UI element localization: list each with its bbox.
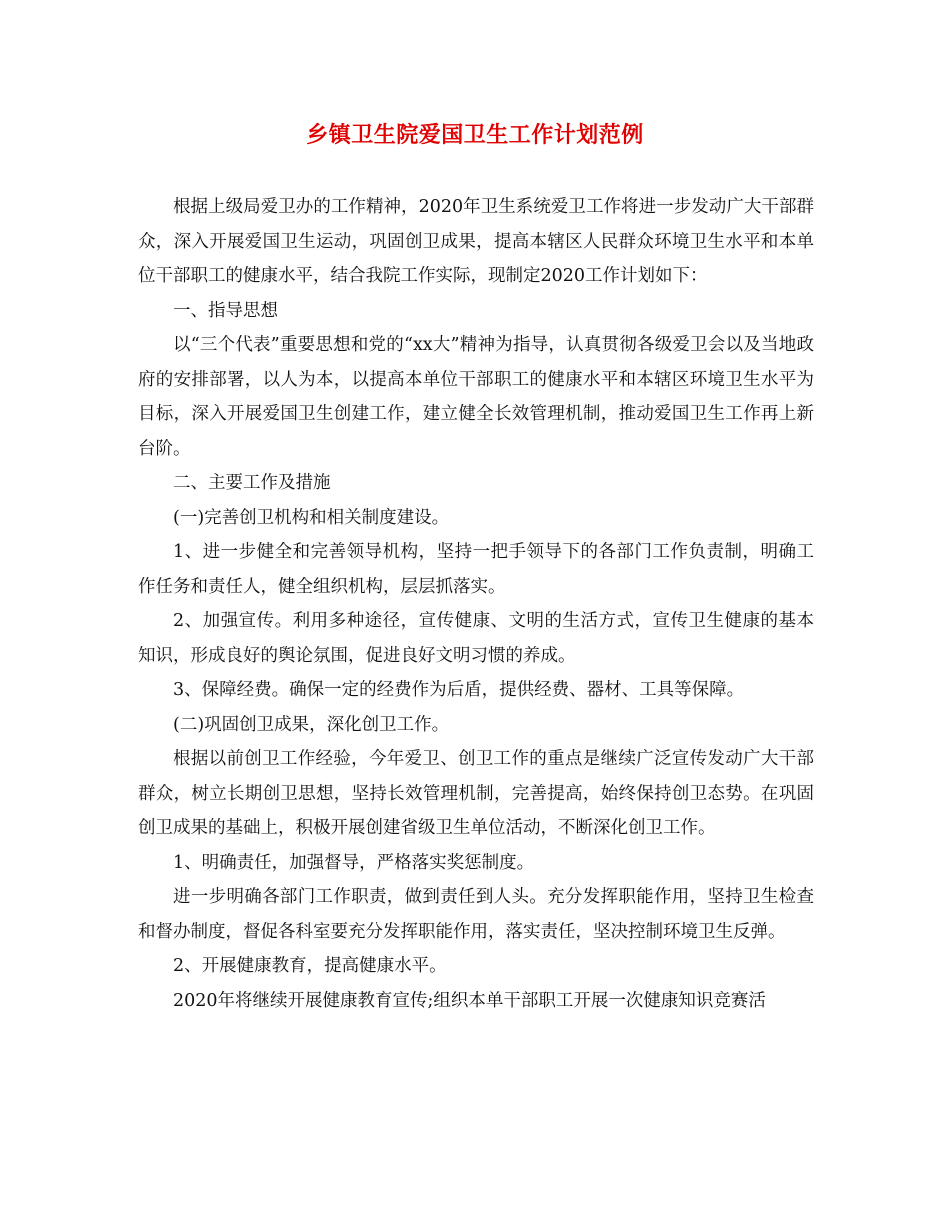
paragraph-guiding-ideology: 以“三个代表”重要思想和党的“xx大”精神为指导，认真贯彻各级爱卫会以及当地政府的安排部署，以人为本，以提高本单位干部职工的健康水平和本辖区环境卫生水平为目标，深入开展爱国卫生创建工作，建立健全长效管理机制，推动爱国卫生工作再上新台阶。: [138, 335, 814, 459]
paragraph-intro: 根据上级局爱卫办的工作精神，2020年卫生系统爱卫工作将进一步发动广大干部群众，深入开展爱国卫生运动，巩固创卫成果，提高本辖区人民群众环境卫生水平和本单位干部职工的健康水平，结合我院工作实际，现制定2020工作计划如下：: [138, 197, 814, 286]
paragraph-responsibility: 进一步明确各部门工作职责，做到责任到人头。充分发挥职能作用，坚持卫生检查和督办制度，督促各科室要充分发挥职能作用，落实责任，坚决控制环境卫生反弹。: [138, 887, 814, 942]
paragraph-item-5: 2、开展健康教育，提高健康水平。: [173, 956, 447, 976]
paragraph-item-4: 1、明确责任，加强督导，严格落实奖惩制度。: [173, 852, 535, 873]
paragraph-item-1: 1、进一步健全和完善领导机构，坚持一把手领导下的各部门工作负责制，明确工作任务和责任人，健全组织机构，层层抓落实。: [138, 542, 814, 597]
heading-guiding-ideology: 一、指导思想: [173, 300, 278, 321]
paragraph-consolidate: 根据以前创卫工作经验，今年爱卫、创卫工作的重点是继续广泛宣传发动广大干部群众，树立长期创卫思想，坚持长效管理机制，完善提高，始终保持创卫态势。在巩固创卫成果的基础上，积极开展创建省级卫生单位活动，不断深化创卫工作。: [138, 749, 814, 838]
paragraph-item-2: 2、加强宣传。利用多种途径，宣传健康、文明的生活方式，宣传卫生健康的基本知识，形成良好的舆论氛围，促进良好文明习惯的养成。: [138, 611, 814, 666]
heading-main-work: 二、主要工作及措施: [173, 473, 331, 493]
subheading-2: (二)巩固创卫成果，深化创卫工作。: [173, 714, 450, 735]
paragraph-item-3: 3、保障经费。确保一定的经费作为后盾，提供经费、器材、工具等保障。: [173, 680, 745, 700]
paragraph-health-education: 2020年将继续开展健康教育宣传;组织本单干部职工开展一次健康知识竞赛活: [173, 990, 766, 1011]
document-title: 乡镇卫生院爱国卫生工作计划范例: [306, 123, 644, 148]
subheading-1: (一)完善创卫机构和相关制度建设。: [173, 507, 450, 528]
document-body: [138, 190, 814, 1018]
